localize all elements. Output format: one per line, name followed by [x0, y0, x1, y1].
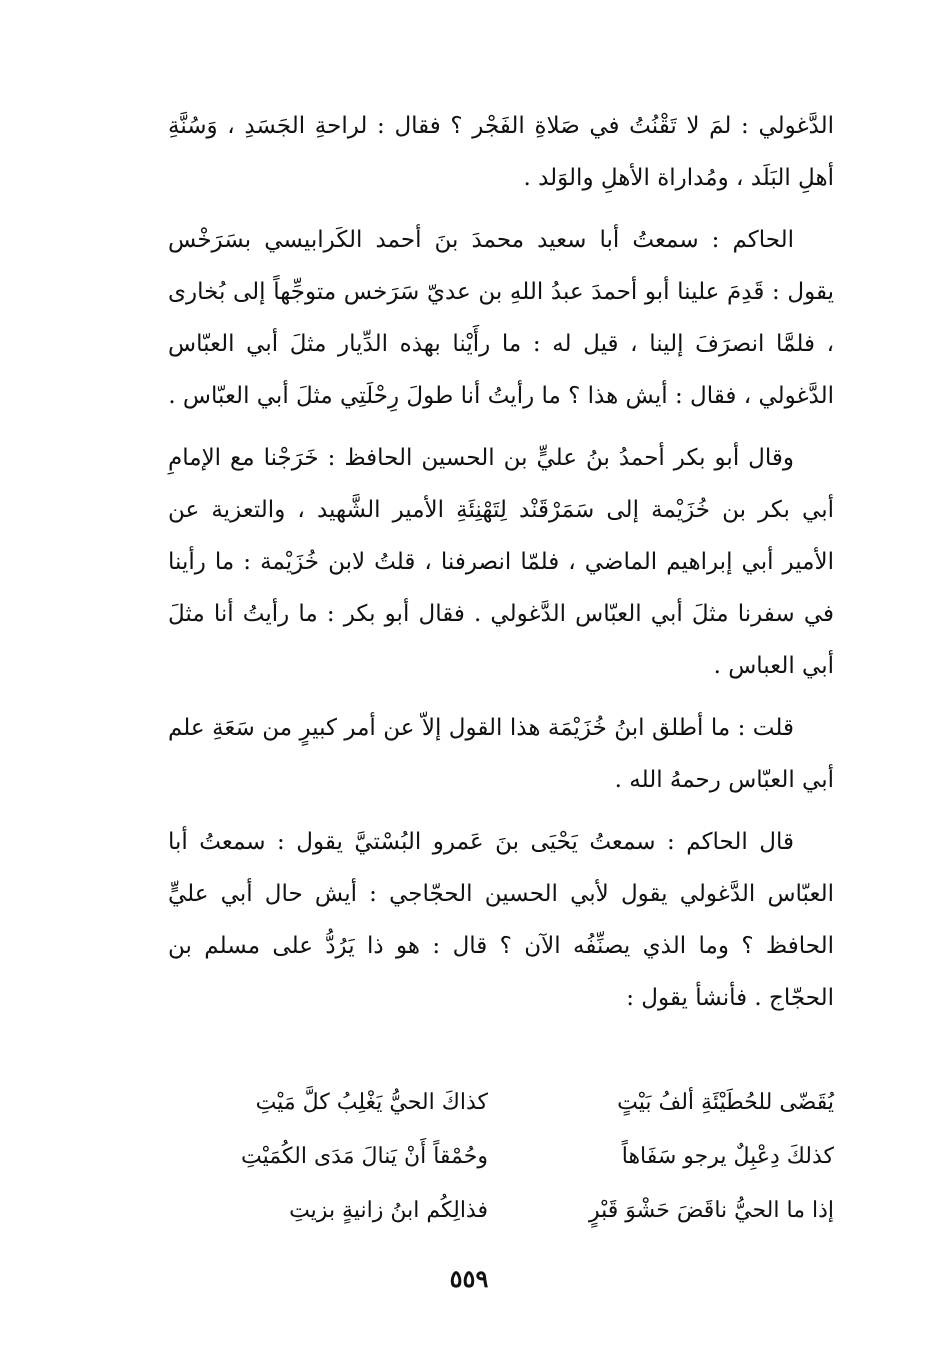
paragraph: قال الحاكم : سمعتُ يَحْيَى بنَ عَمرو البُسْتيَّ يقول : سمعتُ أبا العبّاس الدَّغولي يقول لأبي الحسين الحجّاجي : أيش حال أبي عليٍّ الحافظ ؟ وما الذي يصنِّفُه الآن ؟ قال : هو ذا يَرُدُّ على مسلم بن الحجّاج . فأنشأ يقول : [168, 829, 834, 1011]
poem [168, 1076, 834, 1238]
second-hemistich: وحُمْقاً أَنْ يَنالَ مَدَى الكُمَيْتِ [241, 1144, 488, 1169]
second-hemistich: كذاكَ الحيُّ يَغْلِبُ كلَّ مَيْتِ [255, 1090, 488, 1115]
page-number: ٥٥٩ [449, 1264, 489, 1293]
paragraph: الدَّغولي : لمَ لا تَقْنُتُ في صَلاةِ الفَجْر ؟ فقال : لراحةِ الجَسَدِ ، وَسُنَّةِ أهلِ البَلَد ، ومُداراة الأهلِ والوَلد . [168, 113, 834, 191]
second-hemistich: فذالِكُم ابنُ زانيةٍ بزيتِ [289, 1198, 488, 1223]
first-hemistich: يُقَضّى للحُطَيْئَةِ ألفُ بَيْتٍ [617, 1090, 834, 1115]
poem-verse [168, 1076, 834, 1130]
paragraph: وقال أبو بكر أحمدُ بنُ عليٍّ بن الحسين الحافظ : خَرَجْنا مع الإمامِ أبي بكر بن خُزَيْمة إلى سَمَرْقَنْد لِتَهْنِئَةِ الأمير الشَّهيد ، والتعزية عن الأمير أبي إبراهيم الماضي ، فلمّا انصرفنا ، قلتُ لابن خُزَيْمة : ما رأينا في سفرنا مثلَ أبي العبّاس الدَّغولي . فقال أبو بكر : ما رأيتُ أنا مثلَ أبي العباس . [168, 445, 834, 679]
poem-verse [168, 1184, 834, 1238]
poem-verse [168, 1130, 834, 1184]
paragraph: قلت : ما أطلق ابنُ خُزَيْمَة هذا القول إلاّ عن أمر كبيرٍ من سَعَةِ علم أبي العبّاس رحمهُ الله . [168, 715, 834, 793]
body-text [168, 100, 834, 1034]
paragraph: الحاكم : سمعتُ أبا سعيد محمدَ بنَ أحمد الكَرابيسي بسَرَخْس يقول : قَدِمَ علينا أبو أحمدَ عبدُ اللهِ بن عديّ سَرَخس متوجِّهاً إلى بُخارى ، فلمَّا انصرَفَ إلينا ، قيل له : ما رأَيْنا بهذه الدِّيار مثلَ أبي العبّاس الدَّغولي ، فقال : أيش هذا ؟ ما رأيتُ أنا طولَ رِحْلَتِي مثلَ أبي العبّاس . [168, 227, 834, 409]
first-hemistich: إذا ما الحيُّ ناقَضَ حَشْوَ قَبْرٍ [588, 1198, 834, 1223]
first-hemistich: كذلكَ دِعْبِلٌ يرجو سَفَاهاً [621, 1144, 834, 1169]
